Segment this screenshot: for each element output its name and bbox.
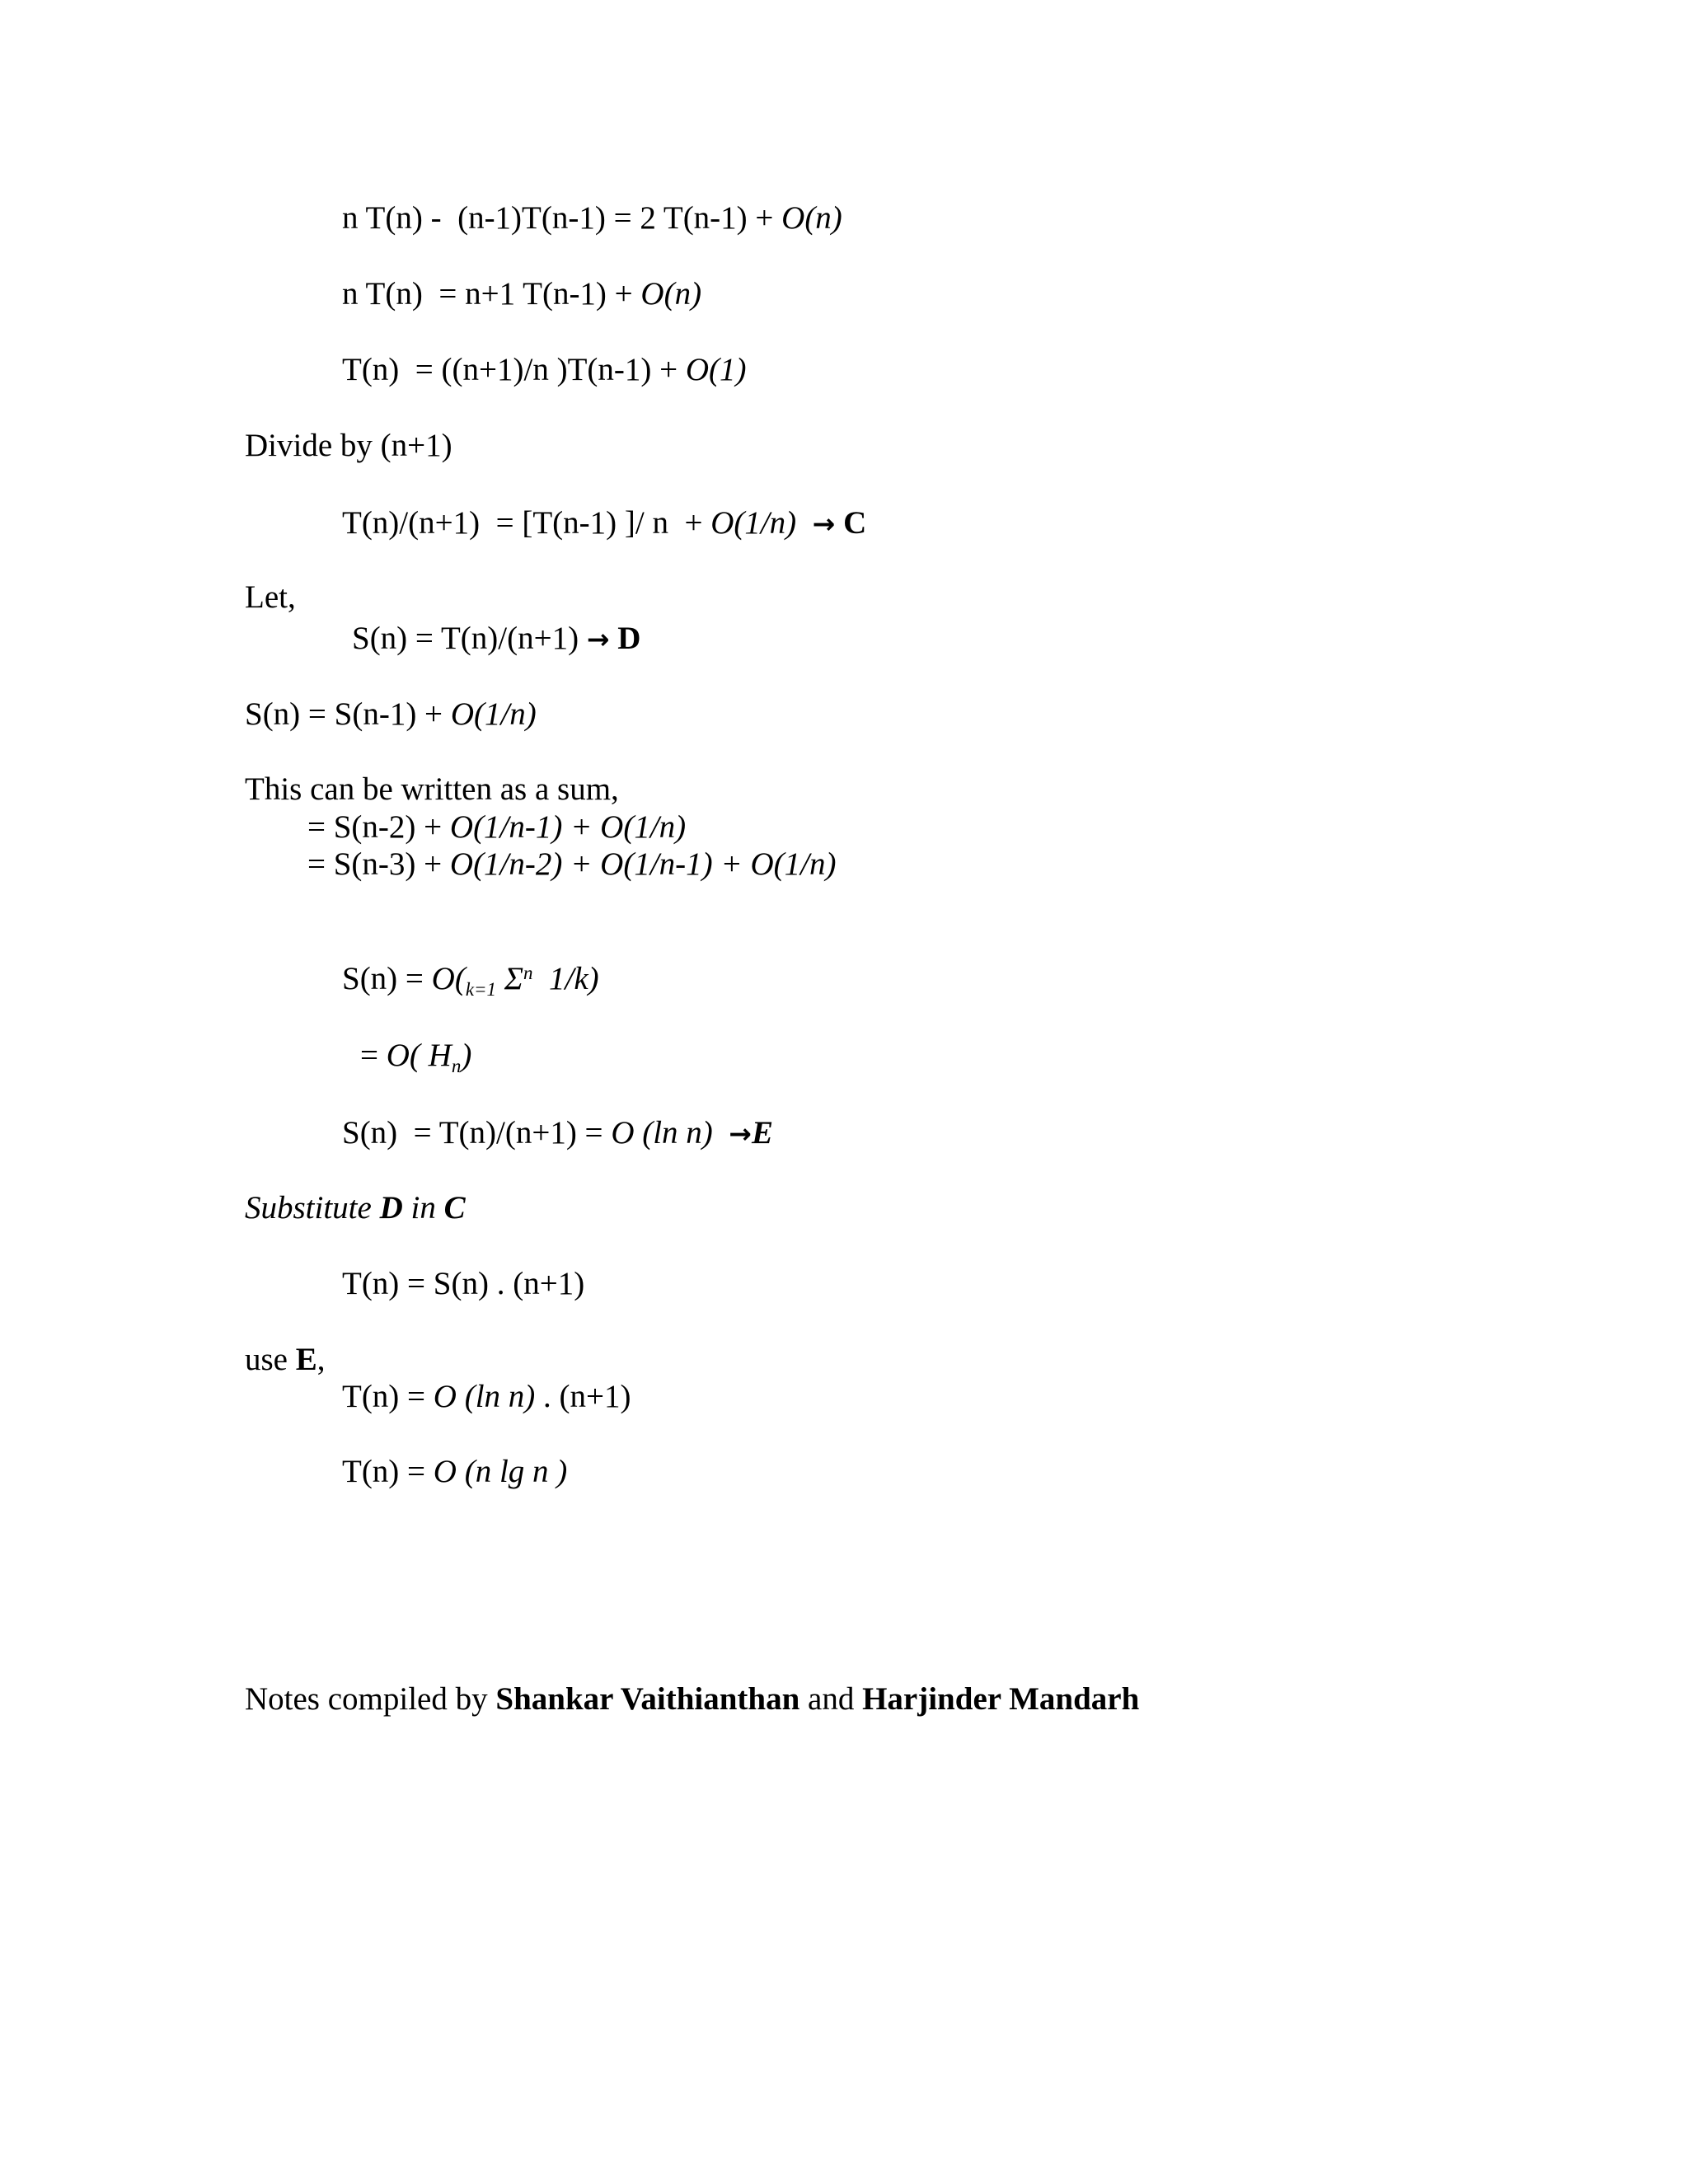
equation-term: O(1) (685, 352, 747, 387)
equation-term: O (ln n) (433, 1379, 536, 1414)
equation-term: O(1/n) (450, 696, 537, 732)
paragraph-text: , (316, 1342, 326, 1377)
equation-text: = S(n-3) + (307, 846, 450, 882)
text-let (245, 581, 296, 613)
equation-line-e (342, 1117, 773, 1149)
sum-lower-index: k=1 (465, 979, 497, 1000)
right-arrow-icon: → (729, 1118, 752, 1150)
equation-text: S(n) = S(n-1) + (245, 696, 451, 732)
text-divide (245, 429, 452, 462)
text-use-e (245, 1343, 326, 1376)
equation-line-hn (360, 1039, 471, 1076)
equation-text: T(n)/(n+1) = [T(n-1) ]/ n + (342, 505, 711, 541)
author-name: Harjinder Mandarh (862, 1681, 1140, 1717)
credits-line (245, 1683, 1139, 1715)
sum-upper-index: n (523, 963, 533, 983)
equation-line-3 (342, 354, 747, 386)
equation-term: O(1/n-1) + O(1/n) (449, 809, 687, 845)
paragraph-text: in (402, 1190, 444, 1226)
equation-text: T(n) = (342, 1379, 434, 1414)
equation-label: D (617, 621, 641, 656)
equation-text: S(n) = (342, 961, 432, 996)
equation-label: E (295, 1342, 317, 1377)
equation-line-1 (342, 202, 842, 234)
equation-text: . (n+1) (535, 1379, 631, 1414)
equation-line-final-1 (342, 1380, 631, 1413)
equation-term: 1/k) (549, 961, 599, 996)
equation-term: O(n) (640, 276, 702, 312)
credits-text: Notes compiled by (245, 1681, 496, 1717)
text-sum (245, 773, 619, 805)
equation-line-substituted (342, 1268, 584, 1300)
equation-term: O( (431, 961, 466, 996)
equation-term: ) (461, 1038, 472, 1073)
equation-text: T(n) = S(n) . (n+1) (342, 1266, 585, 1301)
equation-term: O(1/n-2) + O(1/n-1) + O(1/n) (449, 846, 837, 882)
paragraph-text: use (245, 1342, 296, 1377)
equation-line-harmonic-sum (342, 963, 599, 999)
equation-text: T(n) = ((n+1)/n )T(n-1) + (342, 352, 686, 387)
equation-line-s (245, 698, 537, 730)
equation-label: E (751, 1115, 773, 1151)
equation-text: n T(n) = n+1 T(n-1) + (342, 276, 641, 312)
equation-term: O (ln n) (611, 1115, 713, 1151)
equation-label: D (379, 1190, 403, 1226)
right-arrow-icon: → (812, 508, 836, 540)
paragraph-text: Substitute (245, 1190, 380, 1226)
equation-text: = (360, 1038, 387, 1073)
harmonic-subscript: n (451, 1056, 462, 1076)
right-arrow-icon: → (586, 623, 610, 655)
equation-line-d (352, 622, 640, 654)
credits-text: and (799, 1681, 863, 1717)
equation-term: O(1/n) (710, 505, 797, 541)
paragraph-text: This can be written as a sum, (245, 771, 619, 807)
equation-text: S(n) = T(n)/(n+1) (352, 621, 587, 656)
equation-line-2 (342, 278, 701, 310)
author-name: Shankar Vaithianthan (495, 1681, 800, 1717)
equation-term: O(n) (781, 200, 842, 236)
equation-line-c (342, 507, 866, 539)
equation-text: n T(n) - (n-1)T(n-1) = 2 T(n-1) + (342, 200, 782, 236)
equation-text: S(n) = T(n)/(n+1) = (342, 1115, 612, 1151)
equation-label: C (443, 1190, 466, 1226)
sigma-symbol: Σ (504, 961, 523, 996)
paragraph-text: Divide by (n+1) (245, 428, 452, 463)
equation-line-sum-2 (307, 848, 836, 880)
equation-text: T(n) = (342, 1454, 434, 1489)
equation-text: = S(n-2) + (307, 809, 450, 845)
equation-line-final-2 (342, 1455, 567, 1488)
equation-term: O (n lg n ) (433, 1454, 568, 1489)
paragraph-text: Let, (245, 579, 296, 615)
text-substitute (245, 1192, 466, 1224)
equation-term: O( H (386, 1038, 452, 1073)
equation-line-sum-1 (307, 811, 686, 843)
equation-label: C (843, 505, 867, 541)
